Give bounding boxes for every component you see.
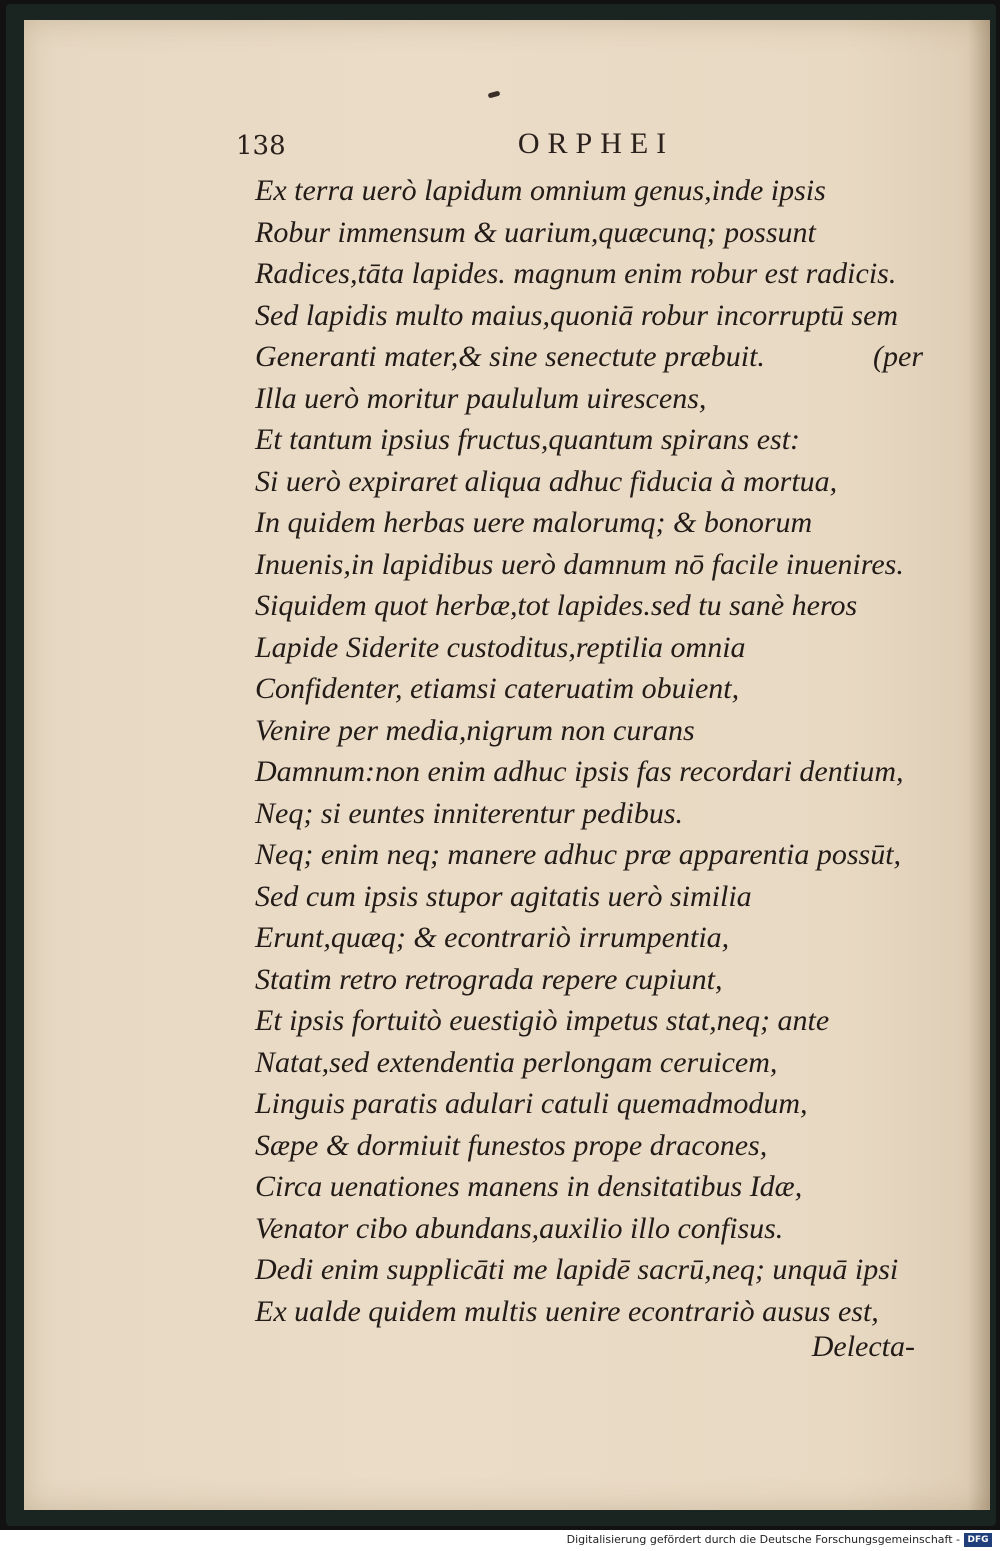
running-title: ORPHEI (517, 127, 675, 160)
text-line: Erunt,quæq; & econtrariò irrumpentia, (255, 921, 730, 954)
text-line: Circa uenationes manens in densitatibus Idæ, (255, 1170, 803, 1203)
page-edge-shadow (968, 20, 990, 1510)
text-line: Dedi enim supplicāti me lapidē sacrū,neq; unquā ipsi (255, 1253, 899, 1286)
text-line: Sed lapidis multo maius,quoniā robur incorruptū sem (255, 298, 899, 332)
text-line: Lapide Siderite custoditus,reptilia omnia (255, 630, 746, 664)
text-line: Si uerò expiraret aliqua adhuc fiducia à mortua, (255, 464, 838, 498)
text-line: Radices,tāta lapides. magnum enim robur est radicis. (255, 257, 897, 290)
text-line: Venire per media,nigrum non curans (255, 713, 695, 747)
text-line: Confidenter, etiamsi cateruatim obuient, (255, 672, 740, 705)
page-number: 138 (236, 131, 286, 161)
line-continuation-note: (per (873, 340, 923, 373)
text-line: Natat,sed extendentia perlongam ceruicem, (255, 1045, 778, 1079)
funding-credit: Digitalisierung gefördert durch die Deutsche Forschungsgemeinschaft - (566, 1533, 960, 1546)
text-line: Inuenis,in lapidibus uerò damnum nō facile inuenires. (255, 547, 904, 581)
catchword: Delecta- (811, 1330, 915, 1363)
text-line-content: Generanti mater,& sine senectute præbuit. (255, 340, 765, 373)
text-line: Neq; si euntes inniterentur pedibus. (255, 796, 683, 830)
text-line: Venator cibo abundans,auxilio illo confisus. (255, 1211, 784, 1245)
text-line: Neq; enim neq; manere adhuc præ apparentia possūt, (255, 838, 902, 871)
dfg-logo: DFG (964, 1533, 992, 1547)
text-block (255, 170, 945, 1332)
page-header (236, 125, 916, 165)
text-line: Statim retro retrograda repere cupiunt, (255, 962, 723, 996)
text-line: In quidem herbas uere malorumq; & bonorum (255, 506, 813, 539)
text-line: Sed cum ipsis stupor agitatis uerò similia (255, 879, 752, 913)
text-line: Ex terra uerò lapidum omnium genus,inde ipsis (255, 174, 826, 207)
text-line: Et tantum ipsius fructus,quantum spirans est: (255, 423, 801, 456)
text-line: Ex ualde quidem multis uenire econtrariò ausus est, (255, 1294, 879, 1328)
text-line: Illa uerò moritur paululum uirescens, (255, 381, 707, 415)
digitization-footer (0, 1530, 1000, 1551)
text-line: Linguis paratis adulari catuli quemadmodum, (255, 1087, 808, 1120)
text-line: Et ipsis fortuitò euestigiò impetus stat,neq; ante (255, 1004, 830, 1037)
text-line: Siquidem quot herbæ,tot lapides.sed tu sanè heros (255, 589, 858, 622)
text-line: Robur immensum & uarium,quæcunq; possunt (255, 215, 816, 249)
text-line (255, 336, 945, 378)
text-line: Sæpe & dormiuit funestos prope dracones, (255, 1128, 768, 1162)
text-line: Damnum:non enim adhuc ipsis fas recordari dentium, (255, 755, 904, 788)
